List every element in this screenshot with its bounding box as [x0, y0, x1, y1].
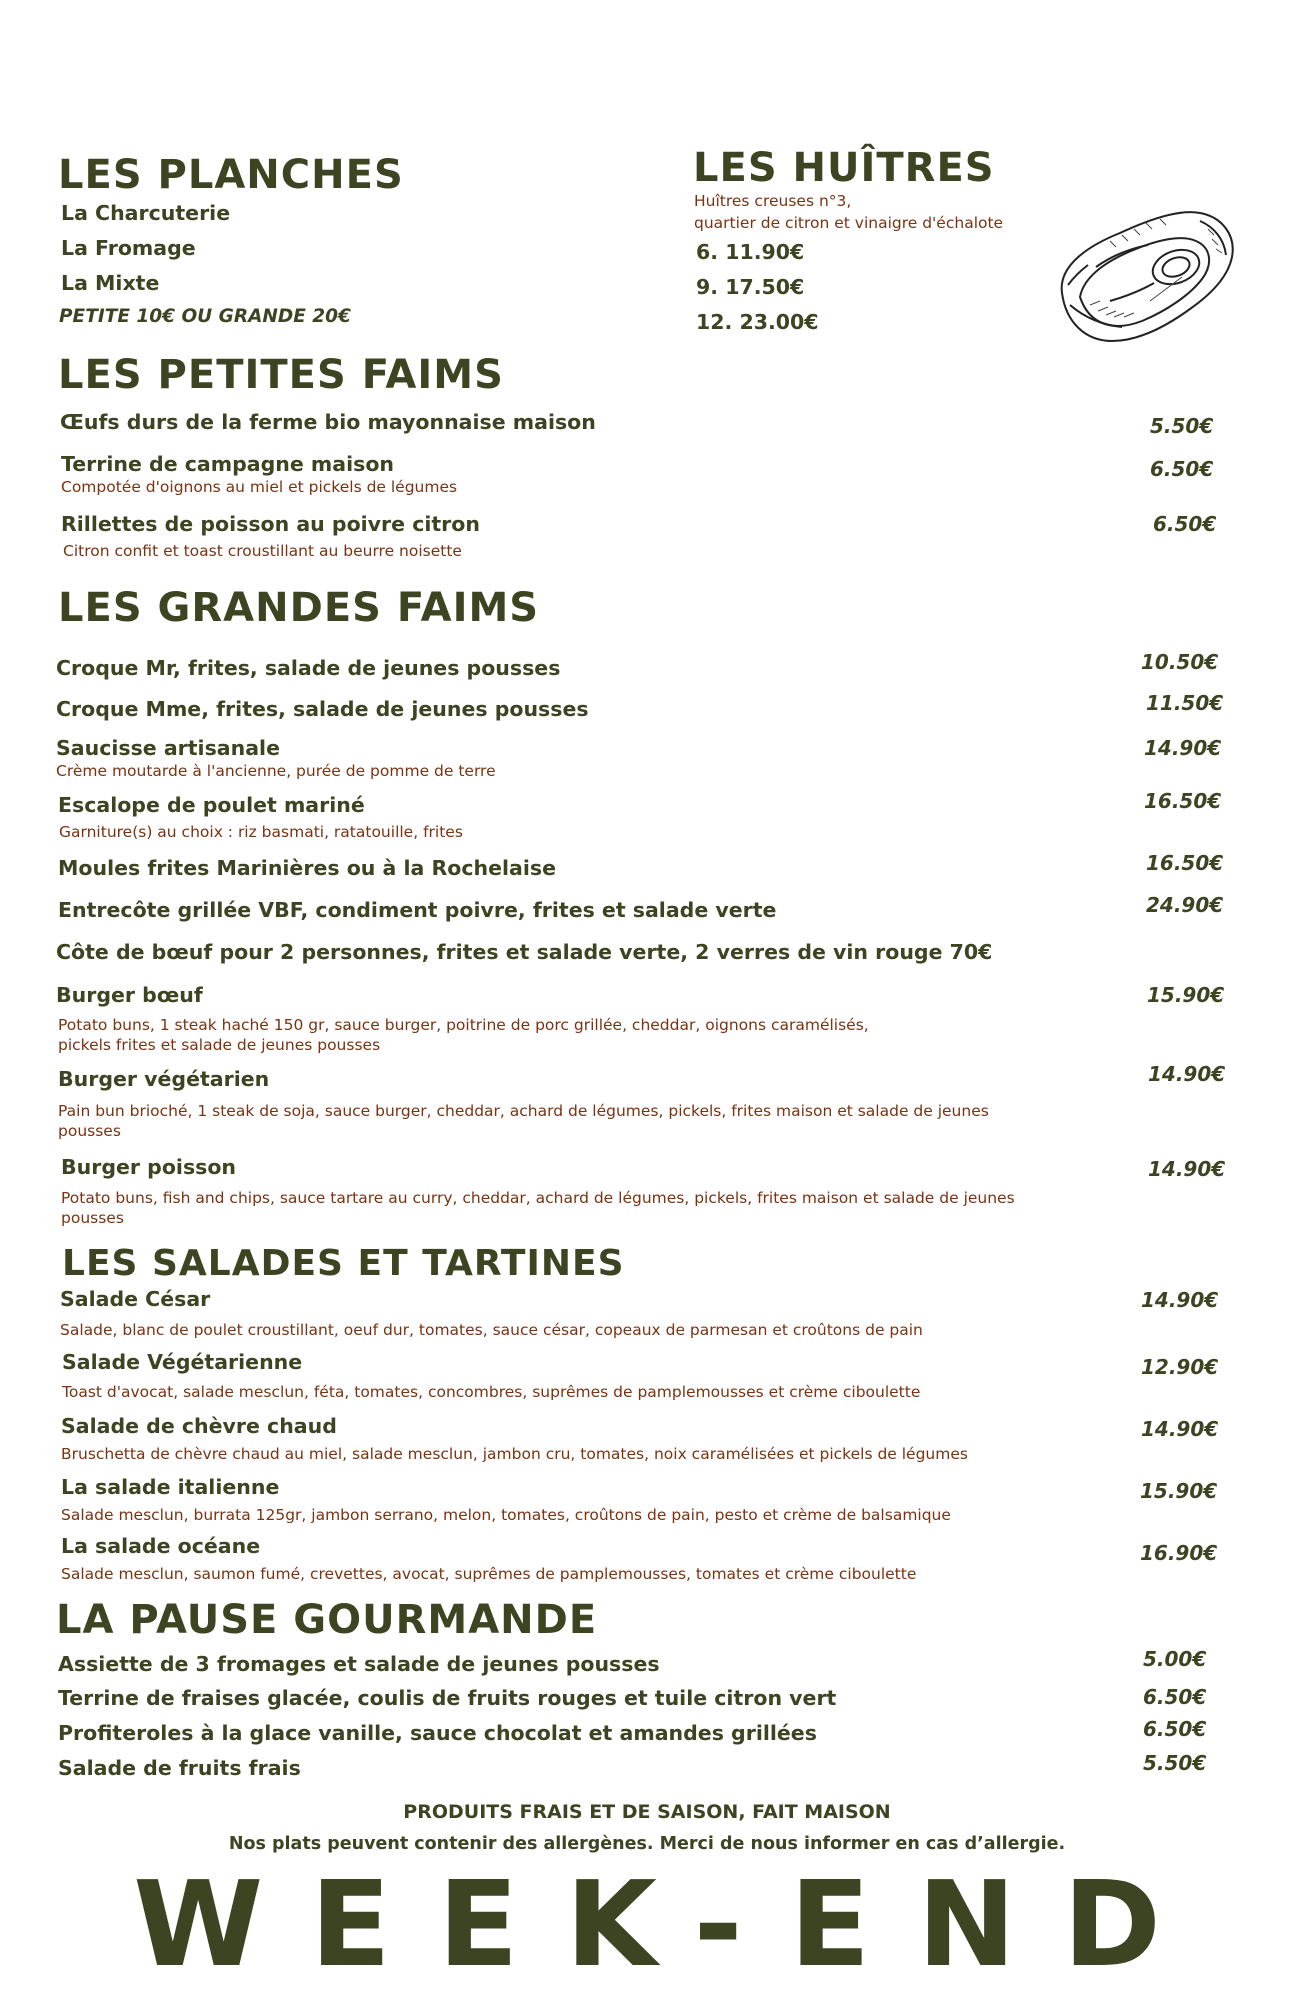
menu-item-description: Citron confit et toast croustillant au beurre noisette	[63, 542, 462, 560]
menu-item-name: Salade César	[60, 1287, 211, 1311]
menu-item-price: 12.90€	[1141, 1355, 1219, 1379]
menu-item-description: Salade mesclun, burrata 125gr, jambon serrano, melon, tomates, croûtons de pain, pesto et crème de balsamique	[61, 1506, 951, 1524]
menu-item-price: 16.50€	[1144, 789, 1222, 813]
menu-item-name: Assiette de 3 fromages et salade de jeunes pousses	[58, 1652, 660, 1676]
menu-item-price: 14.90€	[1148, 1157, 1226, 1181]
section-title-grandes-faims: LES GRANDES FAIMS	[58, 585, 540, 631]
menu-item-name: Terrine de fraises glacée, coulis de fruits rouges et tuile citron vert	[58, 1686, 837, 1710]
section-title-planches: LES PLANCHES	[58, 152, 404, 198]
menu-item-description: Salade mesclun, saumon fumé, crevettes, avocat, suprêmes de pamplemousses, tomates et crème ciboulette	[61, 1565, 917, 1583]
huitres-price: 6. 11.90€	[696, 240, 805, 264]
menu-item-price: 6.50€	[1150, 457, 1214, 481]
weekend-banner: WEEK-END	[133, 1855, 1208, 1993]
menu-item-name: Salade de fruits frais	[58, 1756, 301, 1780]
section-title-huitres: LES HUÎTRES	[693, 145, 995, 191]
menu-item-price: 15.90€	[1147, 983, 1225, 1007]
oyster-icon	[1050, 205, 1240, 345]
menu-item-price: 15.90€	[1140, 1479, 1218, 1503]
menu-item-price: 16.50€	[1146, 851, 1224, 875]
menu-item-name: Moules frites Marinières ou à la Rochelaise	[58, 856, 556, 880]
menu-item-name: Profiteroles à la glace vanille, sauce chocolat et amandes grillées	[58, 1721, 817, 1745]
menu-item-name: Salade Végétarienne	[62, 1350, 303, 1374]
menu-item-price: 14.90€	[1144, 736, 1222, 760]
menu-item-name: Salade de chèvre chaud	[61, 1414, 337, 1438]
menu-item-name: La salade océane	[61, 1534, 261, 1558]
menu-item-price: 5.50€	[1150, 414, 1214, 438]
section-title-petites-faims: LES PETITES FAIMS	[58, 352, 504, 398]
footer-fresh-products: PRODUITS FRAIS ET DE SAISON, FAIT MAISON	[403, 1801, 891, 1823]
menu-item-name: Burger végétarien	[58, 1067, 270, 1091]
huitres-description: quartier de citron et vinaigre d'échalote	[694, 214, 1004, 232]
menu-item-name: La Mixte	[61, 271, 160, 295]
menu-item-name: Escalope de poulet mariné	[58, 793, 365, 817]
menu-item-price: 6.50€	[1143, 1717, 1207, 1741]
menu-item-description: Compotée d'oignons au miel et pickels de légumes	[61, 478, 458, 496]
menu-item-description: Salade, blanc de poulet croustillant, oeuf dur, tomates, sauce césar, copeaux de parmesan et croûtons de pain	[60, 1321, 923, 1339]
menu-item-description: Bruschetta de chèvre chaud au miel, salade mesclun, jambon cru, tomates, noix caramélisées et pickels de légumes	[61, 1445, 968, 1463]
footer-allergen-note: Nos plats peuvent contenir des allergènes. Merci de nous informer en cas d’allergie.	[228, 1834, 1066, 1854]
menu-item-description: Garniture(s) au choix : riz basmati, ratatouille, frites	[59, 823, 463, 841]
menu-item-description: Pain bun brioché, 1 steak de soja, sauce burger, cheddar, achard de légumes, pickels, frites maison et salade de jeunes pousses	[58, 1102, 989, 1140]
menu-item-name: Croque Mme, frites, salade de jeunes pousses	[56, 697, 589, 721]
menu-item-name: Terrine de campagne maison	[61, 452, 395, 476]
menu-item-description: Potato buns, 1 steak haché 150 gr, sauce burger, poitrine de porc grillée, cheddar, oignons caramélisés, pickels frites et salade de jeunes pousses	[58, 1016, 869, 1054]
menu-item-name: Côte de bœuf pour 2 personnes, frites et salade verte, 2 verres de vin rouge 70€	[56, 940, 993, 964]
menu-item-description: Potato buns, fish and chips, sauce tartare au curry, cheddar, achard de légumes, pickels, frites maison et salade de jeunes pousses	[61, 1189, 1015, 1227]
section-title-pause-gourmande: LA PAUSE GOURMANDE	[56, 1597, 598, 1643]
menu-item-price: 6.50€	[1143, 1685, 1207, 1709]
menu-item-name: Œufs durs de la ferme bio mayonnaise maison	[60, 410, 596, 434]
menu-item-name: Saucisse artisanale	[56, 736, 280, 760]
menu-item-description: Crème moutarde à l'ancienne, purée de pomme de terre	[56, 762, 496, 780]
menu-item-name: Croque Mr, frites, salade de jeunes pousses	[56, 656, 561, 680]
menu-item-price: 14.90€	[1141, 1288, 1219, 1312]
menu-item-name: La Fromage	[61, 236, 196, 260]
menu-item-price: 5.50€	[1143, 1751, 1207, 1775]
menu-item-name: La salade italienne	[61, 1475, 280, 1499]
menu-item-price: 5.00€	[1143, 1647, 1207, 1671]
menu-item-price: 14.90€	[1141, 1417, 1219, 1441]
huitres-price: 9. 17.50€	[696, 275, 805, 299]
menu-item-description: Toast d'avocat, salade mesclun, féta, tomates, concombres, suprêmes de pamplemousses et crème ciboulette	[62, 1383, 921, 1401]
menu-item-name: Entrecôte grillée VBF, condiment poivre, frites et salade verte	[58, 898, 777, 922]
huitres-price: 12. 23.00€	[696, 310, 819, 334]
menu-item-price: 6.50€	[1153, 512, 1217, 536]
menu-item-price: 24.90€	[1146, 893, 1224, 917]
planches-price-note: PETITE 10€ OU GRANDE 20€	[59, 306, 351, 327]
menu-item-name: Rillettes de poisson au poivre citron	[61, 512, 480, 536]
section-title-salades: LES SALADES ET TARTINES	[62, 1243, 625, 1284]
menu-item-price: 10.50€	[1141, 650, 1219, 674]
menu-item-name: Burger poisson	[61, 1155, 237, 1179]
menu-item-name: Burger bœuf	[56, 983, 203, 1007]
menu-item-price: 11.50€	[1146, 691, 1224, 715]
huitres-description: Huîtres creuses n°3,	[694, 192, 852, 210]
menu-item-name: La Charcuterie	[61, 201, 231, 225]
menu-item-price: 16.90€	[1140, 1541, 1218, 1565]
menu-item-price: 14.90€	[1148, 1062, 1226, 1086]
